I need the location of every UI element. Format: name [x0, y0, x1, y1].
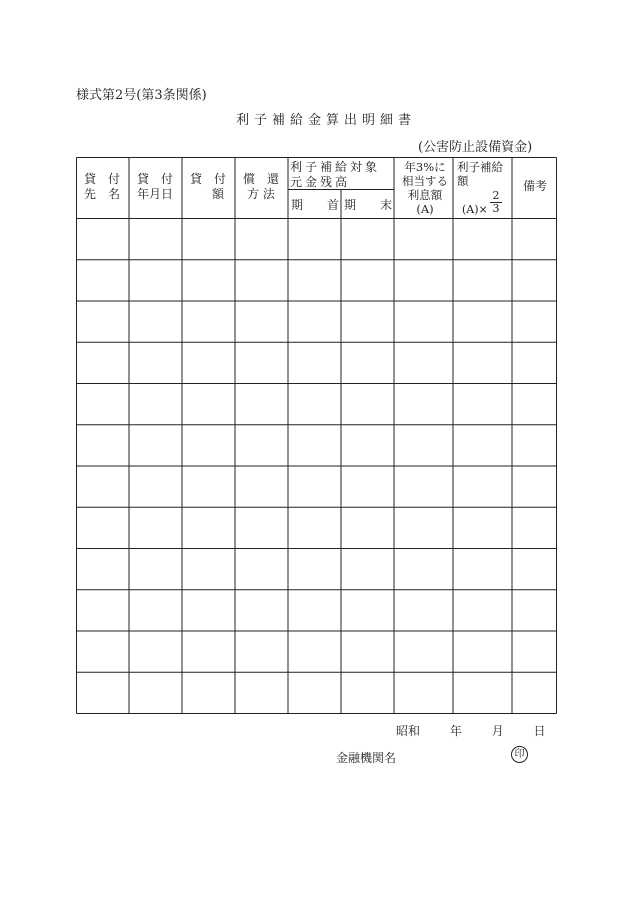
month-label: 月: [491, 724, 504, 738]
year-label: 年: [449, 724, 462, 738]
era-label: 昭和: [396, 724, 421, 738]
fund-type: (公害防止設備資金): [418, 140, 533, 155]
fraction-two-thirds: 2 3: [490, 190, 502, 215]
header-interest-3pct: 年3%に 相当する 利息額 (A): [402, 160, 448, 216]
header-period-start: 期 首: [290, 198, 339, 212]
header-subsidy: 利子補給 額: [457, 160, 503, 188]
header-remarks: 備考: [522, 179, 547, 193]
header-repayment: 償 還 方 法: [242, 172, 279, 201]
form-number: 様式第2号(第3条関係): [76, 88, 207, 103]
header-loan-amount: 貸 付 額: [189, 172, 226, 201]
table-grid: [76, 157, 557, 714]
header-balance-group: 利子補給対象 元金残高: [290, 160, 381, 189]
calculation-table: [76, 157, 557, 714]
institution-label: 金融機関名: [336, 751, 397, 765]
header-period-end: 期 末: [343, 198, 392, 212]
seal-mark: 印: [511, 746, 528, 763]
header-loan-date: 貸 付 年月日: [136, 172, 173, 201]
date-line: [396, 722, 546, 739]
header-lender: 貸 付 先 名: [83, 172, 120, 201]
subsidy-formula: (A)×: [462, 203, 488, 216]
document-title: 利子補給金算出明細書: [236, 113, 417, 128]
day-label: 日: [533, 724, 546, 738]
